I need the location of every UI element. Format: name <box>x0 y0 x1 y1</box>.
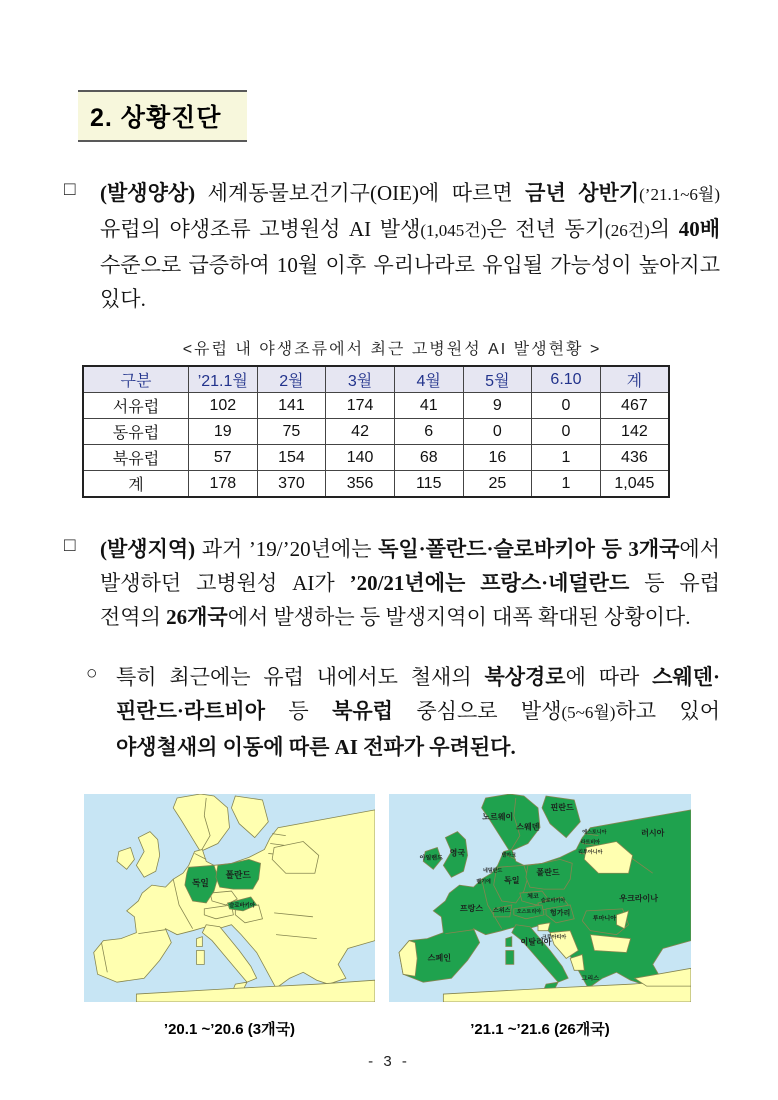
table-cell: 25 <box>463 471 532 498</box>
table-cell: 1,045 <box>600 471 669 498</box>
country-label: 슬로바키아 <box>540 897 566 904</box>
country-label: 스위스 <box>493 907 511 914</box>
table-cell: 467 <box>600 393 669 419</box>
table-cell: 1 <box>532 445 601 471</box>
table-cell: 141 <box>257 393 326 419</box>
country-label: 스웨덴 <box>516 822 540 832</box>
table-cell: 140 <box>326 445 395 471</box>
country-label: 독일 <box>191 878 209 889</box>
table-cell: 동유럽 <box>83 419 188 445</box>
table-cell: 356 <box>326 471 395 498</box>
europe-map-2021-svg <box>389 794 691 1002</box>
table-cell: 174 <box>326 393 395 419</box>
table-cell: 178 <box>188 471 257 498</box>
table-cell: 75 <box>257 419 326 445</box>
country-label: 크로아티아 <box>541 934 567 941</box>
country-label: 독일 <box>504 876 520 886</box>
country-label: 리투아니아 <box>578 849 603 856</box>
country-label: 벨기에 <box>476 879 491 886</box>
table-row <box>83 393 669 419</box>
table-header-cell: 2월 <box>257 366 326 393</box>
table-cell: 436 <box>600 445 669 471</box>
table-cell: 16 <box>463 445 532 471</box>
table-cell: 0 <box>463 419 532 445</box>
europe-map-2021 <box>389 794 691 1039</box>
table-caption: <유럽 내 야생조류에서 최근 고병원성 AI 발생현황 > <box>182 341 602 358</box>
europe-map-2020-svg <box>84 794 375 1002</box>
section-heading <box>78 90 247 142</box>
table-cell: 0 <box>532 393 601 419</box>
para-recent-trend-text: 특히 최근에는 유럽 내에서도 철새의 북상경로에 따라 스웨덴·핀란드·라트비아 등 북유럽 중심으로 발생(5~6월)하고 있어 야생철새의 이동에 따른 AI 전파가 우려된다. <box>116 665 721 759</box>
table-row <box>83 445 669 471</box>
country-label: 네덜란드 <box>482 868 503 875</box>
para-occurrence-region <box>64 532 720 634</box>
country-label: 루마니아 <box>592 915 617 922</box>
table-body <box>83 393 669 498</box>
section-heading-label: 2. 상황진단 <box>90 104 222 132</box>
table-row <box>83 419 669 445</box>
table-header <box>83 366 669 393</box>
country-label: 에스토니아 <box>582 829 607 836</box>
para-recent-trend <box>86 660 720 764</box>
table-cell: 115 <box>394 471 463 498</box>
table-cell: 북유럽 <box>83 445 188 471</box>
page-number: - 3 - <box>368 1053 410 1070</box>
table-cell: 19 <box>188 419 257 445</box>
table-cell: 42 <box>326 419 395 445</box>
country-label: 폴란드 <box>536 868 560 878</box>
country-label: 폴란드 <box>225 870 251 881</box>
table-cell: 102 <box>188 393 257 419</box>
map-2021-caption: ’21.1 ~’21.6 (26개국) <box>470 1021 610 1038</box>
table-cell: 1 <box>532 471 601 498</box>
square-bullet-icon: □ <box>64 535 76 556</box>
table-cell: 9 <box>463 393 532 419</box>
table-header-cell: 계 <box>600 366 669 393</box>
table-header-cell: 4월 <box>394 366 463 393</box>
table-cell: 서유럽 <box>83 393 188 419</box>
country-label: 이탈리아 <box>520 937 552 947</box>
map-2020-caption: ’20.1 ~’20.6 (3개국) <box>163 1021 296 1038</box>
para-occurrence-region-text: (발생지역) 과거 ’19/’20년에는 독일·폴란드·슬로바키아 등 3개국에서 발생하던 고병원성 AI가 ’20/21년에는 프랑스·네덜란드 등 유럽 전역의 26개국에서 발생하는 등 발생지역이 대폭 확대된 상황이다. <box>100 537 721 629</box>
maps-row <box>84 794 720 1039</box>
country-label: 라트비아 <box>580 839 601 846</box>
country-label: 스페인 <box>427 953 451 963</box>
country-label: 영국 <box>449 848 466 858</box>
circle-bullet-icon: ○ <box>86 663 98 684</box>
country-label: 핀란드 <box>550 802 574 812</box>
country-label: 덴마크 <box>501 852 517 859</box>
ai-occurrence-table <box>82 365 670 498</box>
country-label: 슬로바키아 <box>229 902 255 909</box>
europe-map-2020 <box>84 794 375 1039</box>
table-header-cell: 5월 <box>463 366 532 393</box>
country-label: 노르웨이 <box>482 812 514 822</box>
country-label: 프랑스 <box>459 903 484 913</box>
para-occurrence-pattern <box>64 176 720 316</box>
country-label: 아일랜드 <box>419 855 443 862</box>
country-label: 체코 <box>527 894 539 900</box>
square-bullet-icon: □ <box>64 179 76 200</box>
table-header-cell: ’21.1월 <box>188 366 257 393</box>
table-cell: 154 <box>257 445 326 471</box>
table-cell: 68 <box>394 445 463 471</box>
table-header-cell: 6.10 <box>532 366 601 393</box>
country-label: 오스트리아 <box>516 908 542 915</box>
table-cell: 계 <box>83 471 188 498</box>
country-label: 우크라이나 <box>619 894 659 903</box>
country-label: 그리스 <box>581 976 600 983</box>
table-header-cell: 3월 <box>326 366 395 393</box>
table-cell: 57 <box>188 445 257 471</box>
table-header-cell: 구분 <box>83 366 188 393</box>
table-cell: 41 <box>394 393 463 419</box>
country-label: 헝가리 <box>549 909 571 917</box>
table-cell: 6 <box>394 419 463 445</box>
para-occurrence-pattern-text: (발생양상) 세계동물보건기구(OIE)에 따르면 금년 상반기(’21.1~6월) 유럽의 야생조류 고병원성 AI 발생(1,045건)은 전년 동기(26건)의 40배 수준으로 급증하여 10월 이후 우리나라로 유입될 가능성이 높아지고 있다. <box>100 181 720 311</box>
table-cell: 0 <box>532 419 601 445</box>
country-label: 러시아 <box>641 828 665 838</box>
table-row <box>83 471 669 498</box>
table-cell: 370 <box>257 471 326 498</box>
table-cell: 142 <box>600 419 669 445</box>
